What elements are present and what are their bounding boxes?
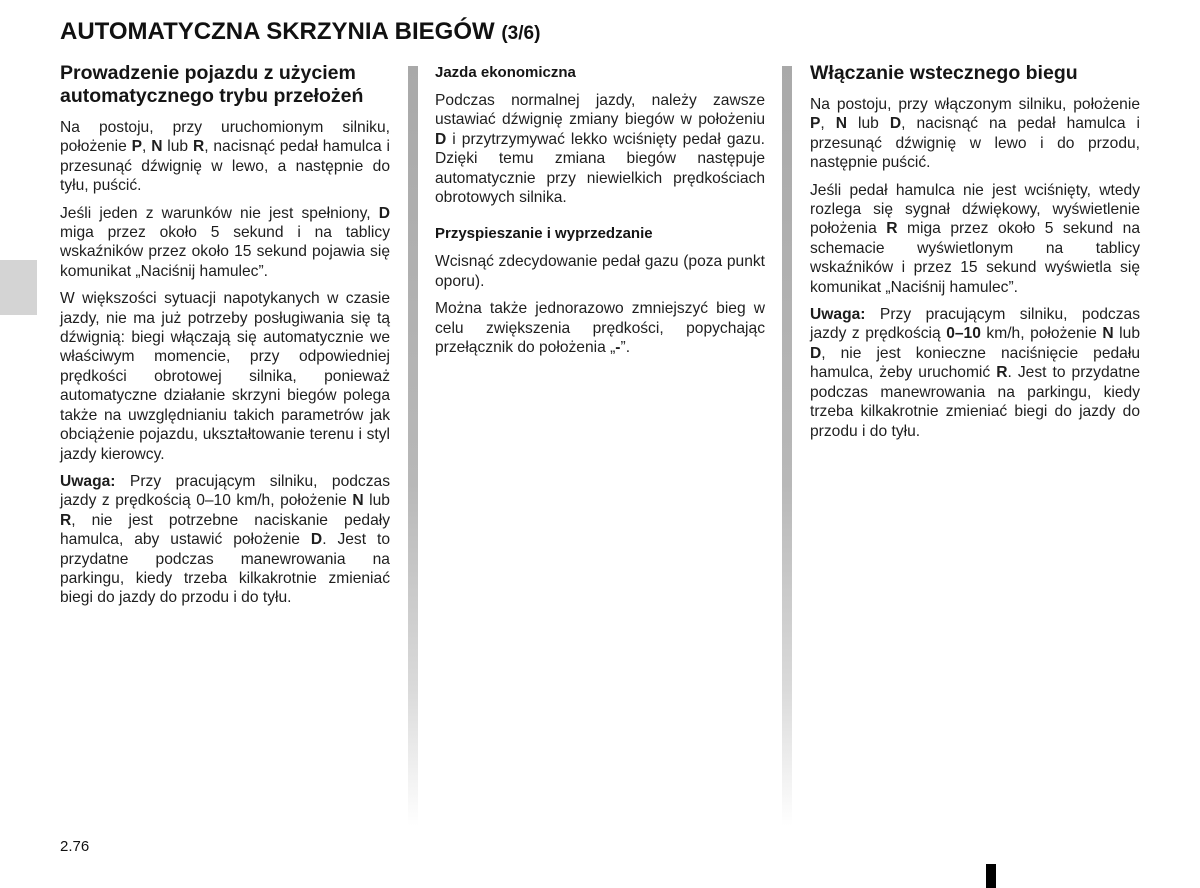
gear-letter-r: R [996, 364, 1008, 382]
paragraph-brake-warning: Jeśli pedał hamulca nie jest wciśnięty, wtedy rozlega się sygnał dźwiękowy, wyświetlenie położenia R miga przez około 5 sekund na schemacie wyświetlonym na tablicy wskaźników i przez 15 sekund wyświetla się komunikat „Naciśnij hamulec”. [810, 181, 1141, 296]
section-heading-reverse-gear: Włączanie wstecznego biegu [810, 62, 1078, 84]
section-heading-automatic-mode: Prowadzenie pojazdu z użyciem automatycznego trybu przełożeń [60, 62, 364, 107]
paragraph-reverse-procedure: Na postoju, przy włączonym silniku, położenie P, N lub D, nacisnąć na pedał hamulca i przesunąć dźwignię w lewo i do przodu, następnie puścić. [810, 96, 1140, 172]
page-title [60, 18, 540, 46]
paragraph-start-procedure: Na postoju, przy uruchomionym silniku, położenie P, N lub R, nacisnąć pedał hamulca i przesunąć dźwignię w lewo, a następnie do tyłu, puścić. [60, 119, 390, 195]
column-divider [408, 66, 418, 826]
paragraph-note: Uwaga: Przy pracującym silniku, podczas jazdy z prędkością 0–10 km/h, położenie N lub D, nie jest konieczne naciśnięcie pedału hamulca, żeby uruchomić R. Jest to przydatne podczas manewrowania na parkingu, kiedy trzeba kilkakrotnie zmieniać biegi do jazdy do przodu i do tyłu. [810, 306, 1141, 440]
page-corner-marker [986, 864, 996, 888]
section-heading-economy-driving: Jazda ekonomiczna [435, 64, 576, 81]
paragraph-kickdown: Wcisnąć zdecydowanie pedał gazu (poza punkt oporu). [435, 253, 765, 290]
gear-letter-n: N [352, 492, 364, 510]
gear-letter-n: N [151, 138, 163, 156]
speed-range: 0–10 [946, 325, 981, 343]
paragraph-automatic-shifting: W większości sytuacji napotykanych w czasie jazdy, nie ma już potrzeby posługiwania się tą dźwignią: biegi włączają się automatycznie we właściwym momencie, przy odpowiedniej prędkości obrotowej silnika, ponieważ automatyczne działanie skrzyni biegów polega także na uwzględnianiu takich parametrów jak obciążenie pojazdu, ukształtowanie terenu i styl jazdy kierowcy. [60, 290, 390, 463]
note-label: Uwaga: [810, 306, 866, 324]
column-middle [435, 64, 765, 365]
gear-letter-d: D [889, 115, 902, 133]
section-heading-acceleration: Przyspieszanie i wyprzedzanie [435, 225, 653, 243]
gear-letter-d: D [435, 130, 447, 148]
title-text: AUTOMATYCZNA SKRZYNIA BIEGÓW [60, 18, 495, 45]
gear-letter-p: P [810, 115, 821, 133]
gear-letter-n: N [1102, 325, 1114, 343]
column-right [810, 62, 1140, 449]
gear-letter-p: P [131, 138, 143, 156]
column-divider [782, 66, 792, 826]
gear-letter-d: D [810, 344, 822, 362]
paragraph-condition-warning: Jeśli jeden z warunków nie jest spełniony, D miga przez około 5 sekund i na tablicy wskaźników przez około 15 sekund pojawia się komunikat „Naciśnij hamulec”. [60, 204, 390, 280]
paragraph-note: Uwaga: Przy pracującym silniku, podczas jazdy z prędkością 0–10 km/h, położenie N lub R, nie jest potrzebne naciskanie pedały hamulca, aby ustawić położenie D. Jest to przydatne podczas manewrowania na parkingu, kiedy trzeba kilkakrotnie zmieniać biegi do jazdy do przodu i do tyłu. [60, 472, 390, 607]
minus-symbol: - [615, 339, 621, 357]
gear-letter-r: R [886, 220, 898, 238]
title-section-counter: (3/6) [501, 23, 541, 44]
page-number: 2.76 [60, 838, 90, 855]
chapter-tab-marker [0, 260, 37, 315]
gear-letter-d: D [378, 204, 390, 222]
gear-letter-d: D [310, 531, 323, 549]
column-left [60, 62, 390, 616]
gear-letter-r: R [192, 138, 205, 156]
note-label: Uwaga: [60, 472, 116, 490]
paragraph-downshift: Można także jednorazowo zmniejszyć bieg w celu zwiększenia prędkości, popychając przełącznik do położenia „-”. [435, 300, 765, 357]
gear-letter-r: R [60, 511, 72, 529]
paragraph-economy-driving: Podczas normalnej jazdy, należy zawsze ustawiać dźwignię zmiany biegów w położeniu D i przytrzymywać lekko wciśnięty pedał gazu. Dzięki temu zmiana biegów następuje automatycznie przy niewielkich prędkościach obrotowych silnika. [435, 92, 765, 207]
gear-letter-n: N [835, 115, 848, 133]
